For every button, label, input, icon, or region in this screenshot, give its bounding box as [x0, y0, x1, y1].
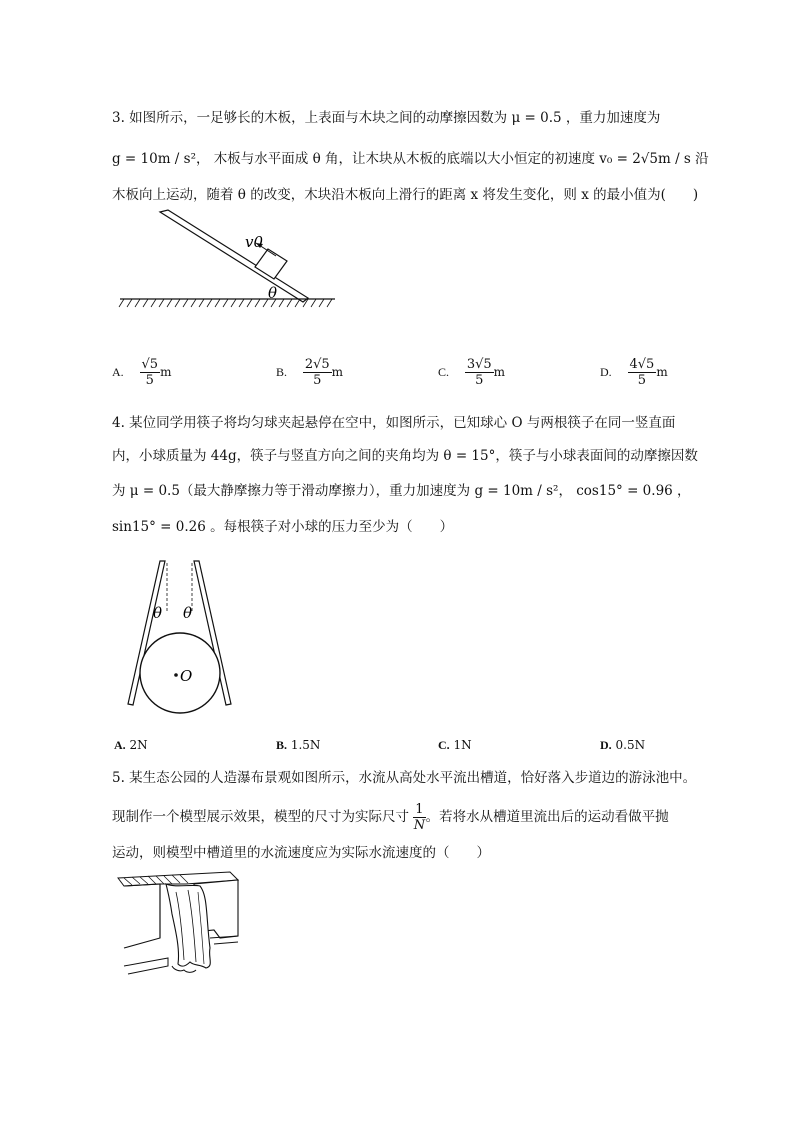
q3-line-2: g = 10m / s²， 木板与水平面成 θ 角，让木块从木板的底端以大小恒定的初速度 v₀ = 2√5m / s 沿 — [112, 151, 709, 167]
q4-fig-theta-right: θ — [183, 604, 193, 622]
q4-fig-theta-left: θ — [153, 604, 163, 622]
q3-fig-v0-label: v0 — [245, 233, 264, 251]
option-label: D. — [600, 738, 612, 752]
q3-option-c — [438, 357, 505, 388]
q4-option-a — [114, 738, 148, 753]
q4-option-c — [438, 738, 472, 753]
fraction-denominator: 5 — [637, 373, 647, 388]
option-value: 2N — [129, 738, 148, 752]
option-label: B. — [276, 738, 288, 752]
q3-line-3: 木板向上运动，随着 θ 的改变，木块沿木板向上滑行的距离 x 将发生变化，则 x 的最小值为( ) — [112, 187, 699, 203]
q3-option-d — [600, 357, 668, 388]
fraction-denominator: 5 — [313, 373, 322, 388]
fraction — [465, 357, 494, 388]
option-label: A. — [112, 365, 124, 379]
option-value: 1.5N — [290, 738, 321, 752]
unit: m — [656, 365, 668, 379]
option-label: C. — [438, 365, 450, 379]
q3-incline-figure — [110, 210, 350, 315]
q3-option-b — [276, 357, 343, 388]
q5-waterfall-figure — [110, 870, 245, 982]
q4-chopsticks-figure — [120, 555, 240, 715]
q4-option-b — [276, 738, 320, 753]
q4-fig-center-label: O — [180, 667, 193, 685]
fraction — [303, 357, 332, 388]
q4-option-d — [600, 738, 645, 753]
q4-line-2: 内，小球质量为 44g，筷子与竖直方向之间的夹角均为 θ = 15°，筷子与小球表面间的动摩擦因数 — [112, 448, 698, 464]
fraction-numerator: 4√5 — [629, 357, 655, 372]
option-label: A. — [114, 738, 126, 752]
q4-line-3: 为 μ = 0.5（最大静摩擦力等于滑动摩擦力），重力加速度为 g = 10m / s²， cos15° = 0.96 ， — [112, 483, 691, 499]
q5-line-1: 5. 某生态公园的人造瀑布景观如图所示，水流从高处水平流出槽道，恰好落入步道边的游泳池中。 — [112, 770, 697, 786]
option-label: B. — [276, 365, 288, 379]
fraction-numerator: 3√5 — [466, 357, 492, 372]
fraction — [628, 357, 657, 388]
q4-line-1: 4. 某位同学用筷子将均匀球夹起悬停在空中，如图所示，已知球心 O 与两根筷子在同一竖直面 — [112, 415, 676, 431]
unit: m — [160, 365, 172, 379]
option-label: C. — [438, 738, 450, 752]
q3-line-1: 3. 如图所示，一足够长的木板，上表面与木块之间的动摩擦因数为 μ = 0.5 ，重力加速度为 — [112, 110, 661, 126]
unit: m — [331, 365, 344, 379]
option-value: 0.5N — [615, 738, 646, 752]
option-value: 1N — [453, 738, 472, 752]
q5-line-2 — [112, 800, 669, 834]
q3-fig-theta-label: θ — [268, 284, 278, 302]
unit: m — [493, 365, 506, 379]
q5-fraction — [413, 802, 425, 833]
option-label: D. — [600, 365, 612, 379]
q5-line-2-start: 现制作一个模型展示效果，模型的尺寸为实际尺寸 — [112, 809, 409, 825]
fraction — [140, 357, 161, 388]
q5-line-3: 运动，则模型中槽道里的水流速度应为实际水流速度的（ ） — [112, 845, 490, 861]
fraction-numerator: 1 — [415, 802, 424, 817]
q4-line-4: sin15° = 0.26 。每根筷子对小球的压力至少为（ ） — [112, 519, 454, 535]
fraction-denominator: 5 — [145, 373, 154, 388]
fraction-numerator: 2√5 — [304, 357, 330, 372]
q5-line-2-end: 。若将水从槽道里流出后的运动看做平抛 — [425, 809, 669, 825]
fraction-denominator: N — [413, 818, 426, 833]
fraction-numerator: √5 — [141, 357, 159, 372]
q3-option-a — [112, 357, 171, 388]
fraction-denominator: 5 — [475, 373, 484, 388]
